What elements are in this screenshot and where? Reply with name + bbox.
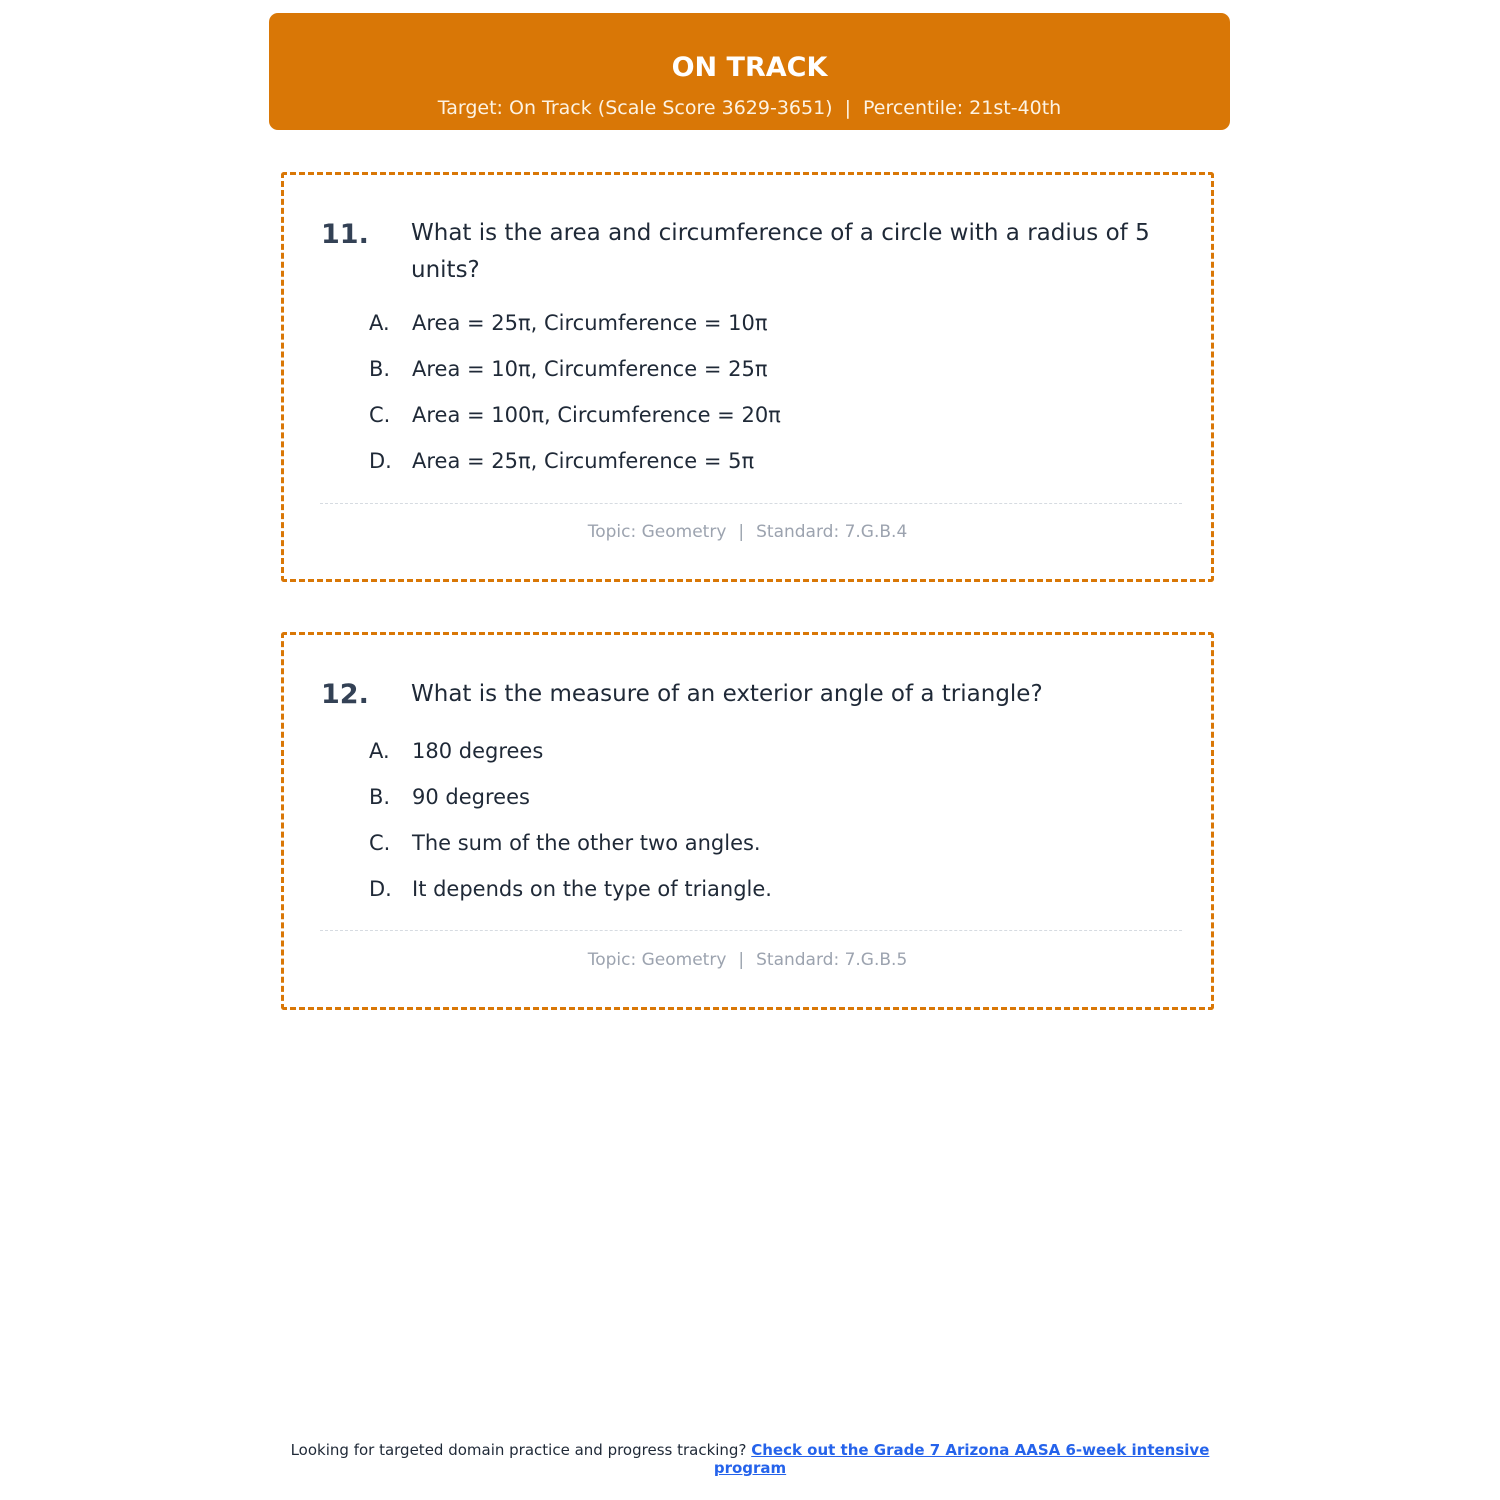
- answer-option-d[interactable]: [369, 875, 772, 921]
- question-card: [281, 172, 1214, 582]
- option-letter: B.: [369, 785, 391, 809]
- option-text: The sum of the other two angles.: [412, 831, 761, 855]
- question-text: What is the area and circumference of a circle with a radius of 5 units?: [411, 220, 1150, 283]
- question-meta: [284, 521, 1211, 543]
- status-banner: [269, 13, 1230, 130]
- answer-option-c[interactable]: [369, 401, 781, 447]
- answer-option-a[interactable]: [369, 309, 781, 355]
- option-text: Area = 100π, Circumference = 20π: [412, 403, 781, 427]
- divider: [320, 503, 1182, 504]
- meta-separator: |: [738, 950, 745, 970]
- option-text: 90 degrees: [412, 785, 530, 809]
- topic-label: Topic: Geometry: [587, 522, 727, 542]
- option-text: Area = 10π, Circumference = 25π: [412, 357, 768, 381]
- question-text: What is the measure of an exterior angle of a triangle?: [411, 681, 1043, 707]
- footer: [270, 1441, 1230, 1477]
- standard-label: Standard: 7.G.B.4: [756, 522, 908, 542]
- footer-text: Looking for targeted domain practice and progress tracking?: [290, 1441, 747, 1459]
- option-letter: A.: [369, 739, 390, 763]
- option-text: 180 degrees: [412, 739, 544, 763]
- question-number: 11.: [321, 219, 369, 250]
- option-letter: D.: [369, 449, 392, 473]
- option-letter: C.: [369, 403, 391, 427]
- answer-options: [369, 309, 781, 493]
- banner-separator: |: [844, 97, 851, 119]
- banner-subtitle: [269, 96, 1230, 120]
- question-meta: [284, 949, 1211, 971]
- answer-option-a[interactable]: [369, 737, 772, 783]
- option-text: Area = 25π, Circumference = 10π: [412, 311, 768, 335]
- program-link[interactable]: Check out the Grade 7 Arizona AASA 6-week intensive program: [713, 1441, 1210, 1477]
- divider: [320, 930, 1182, 931]
- answer-option-c[interactable]: [369, 829, 772, 875]
- question-number: 12.: [321, 679, 369, 710]
- option-text: Area = 25π, Circumference = 5π: [412, 449, 755, 473]
- answer-option-b[interactable]: [369, 783, 772, 829]
- answer-option-b[interactable]: [369, 355, 781, 401]
- option-letter: C.: [369, 831, 391, 855]
- banner-title: ON TRACK: [671, 52, 828, 83]
- answer-options: [369, 737, 772, 921]
- option-text: It depends on the type of triangle.: [412, 877, 772, 901]
- option-letter: B.: [369, 357, 391, 381]
- option-letter: A.: [369, 311, 390, 335]
- question-card: [281, 632, 1214, 1010]
- topic-label: Topic: Geometry: [587, 950, 727, 970]
- standard-label: Standard: 7.G.B.5: [756, 950, 908, 970]
- option-letter: D.: [369, 877, 392, 901]
- target-text: Target: On Track (Scale Score 3629-3651): [437, 97, 833, 119]
- answer-option-d[interactable]: [369, 447, 781, 493]
- meta-separator: |: [738, 522, 745, 542]
- percentile-text: Percentile: 21st-40th: [863, 97, 1062, 119]
